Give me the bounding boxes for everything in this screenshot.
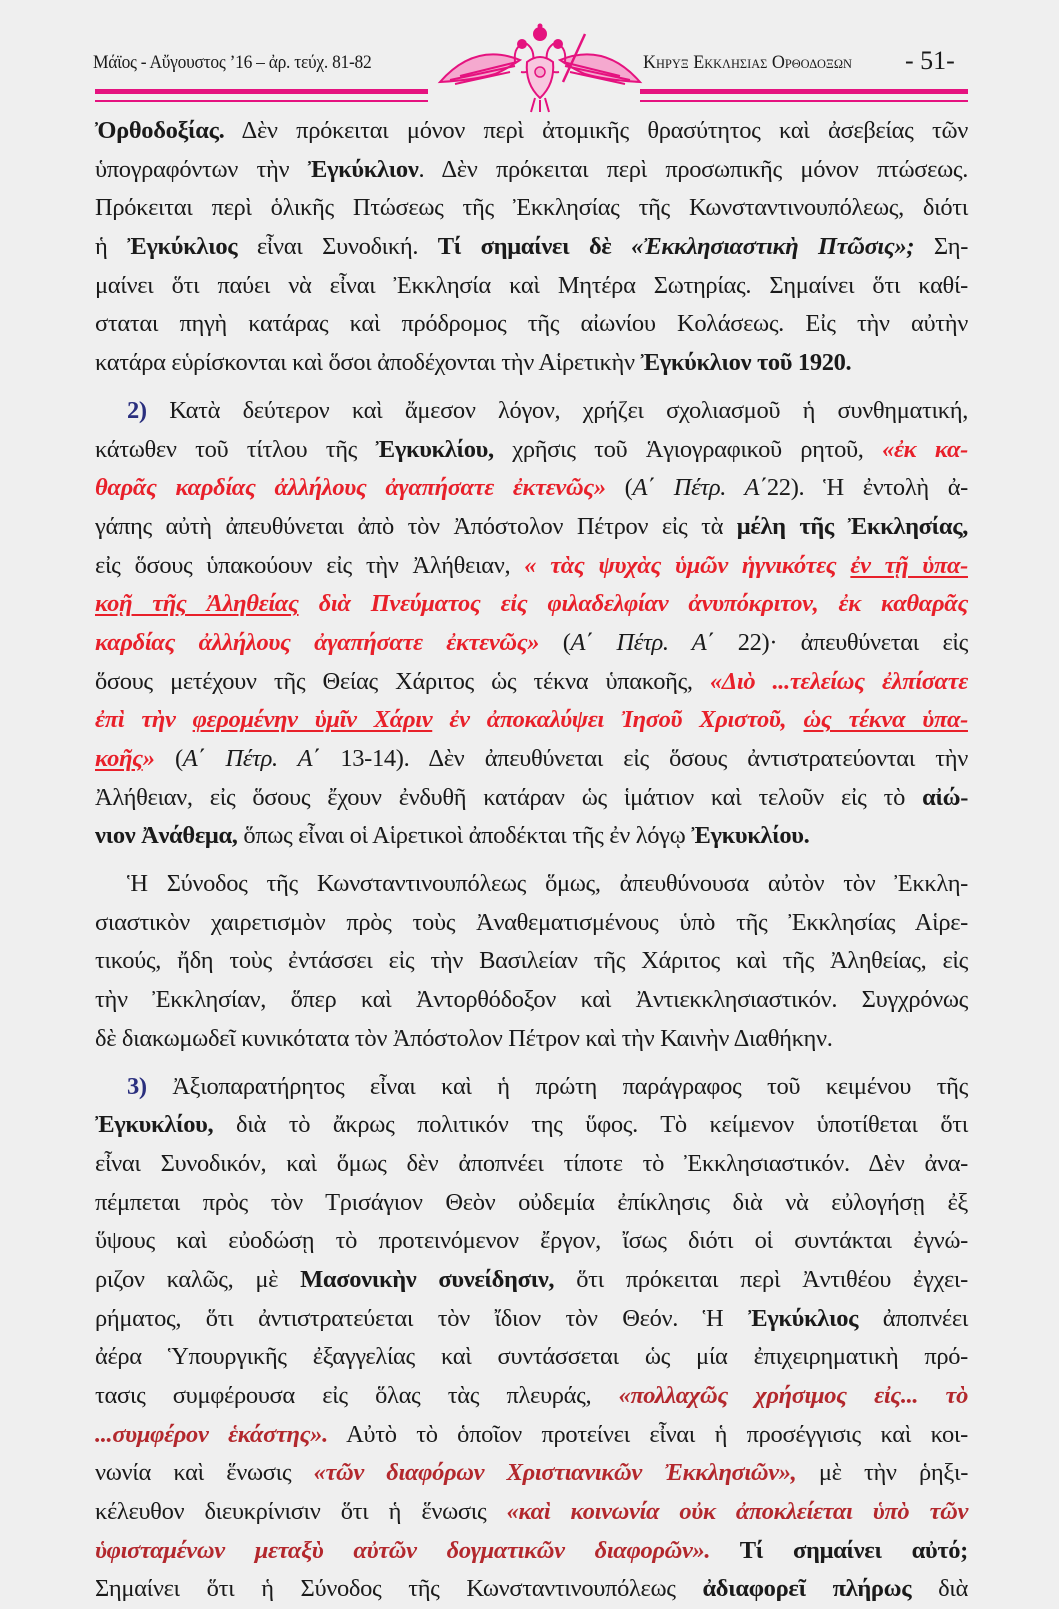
bold-term: Ἐγκυκλίου. bbox=[691, 822, 809, 849]
text-run: κέλευθον διευκρίνισιν ὅτι ἡ ἕνωσις bbox=[95, 1498, 507, 1525]
text-line: πέμπεται πρὸς τὸν Τρισάγιον Θεὸν οὐδεμία ἐπίκλησις διὰ νὰ εὐλογήσῃ ἐξ bbox=[95, 1184, 968, 1223]
text-line bbox=[95, 779, 968, 818]
scripture-quote-underlined: κοῇ τῆς Ἀληθείας bbox=[95, 590, 299, 617]
text-run: 13-14). Δὲν ἀπευθύνεται εἰς ὅσους ἀντιστρατεύονται τὴν bbox=[320, 745, 968, 772]
text-line bbox=[95, 1300, 968, 1339]
encyclical-quote: «τῶν διαφόρων Χριστιανικῶν Ἐκκλησιῶν», bbox=[314, 1459, 797, 1486]
text-run: Αὐτὸ τὸ ὁποῖον προτείνει εἶναι ἡ προσέγγισις καὶ κοι- bbox=[328, 1421, 968, 1448]
scripture-quote: ἐν ἀποκαλύψει Ἰησοῦ Χριστοῦ, bbox=[432, 706, 803, 733]
bold-term: Ἐγκύκλιον τοῦ 1920. bbox=[640, 349, 851, 376]
text-run: ὅπως εἶναι οἱ Αἱρετικοὶ ἀποδέκται τῆς ἐν λόγῳ bbox=[238, 822, 692, 849]
text-line: μαίνει ὅτι παύει νὰ εἶναι Ἐκκλησία καὶ Μητέρα Σωτηρίας. Σημαίνει ὅτι καθί- bbox=[95, 267, 968, 306]
scripture-quote: «Διὸ ...τελείως ἐλπίσατε bbox=[710, 668, 968, 695]
text-run: ριζον καλῶς, μὲ bbox=[95, 1266, 300, 1293]
header-rule-thin-left bbox=[95, 100, 428, 102]
bold-term: Ἐγκύκλιος bbox=[748, 1305, 858, 1332]
text-line: τὴν Ἐκκλησίαν, ὅπερ καὶ Ἀντορθόδοξον καὶ Ἀντιεκκλησιαστικόν. Συγχρόνως bbox=[95, 981, 968, 1020]
text-line bbox=[95, 1106, 968, 1145]
text-run: διὰ τὸ ἄκρως πολιτικόν της ὕφος. Τὸ κείμενον ὑποτίθεται ὅτι bbox=[213, 1111, 968, 1138]
text-line bbox=[95, 1416, 968, 1455]
bold-question: Τί σημαίνει δὲ bbox=[438, 233, 631, 260]
bold-term: ἀδιαφορεῖ πλήρως bbox=[702, 1575, 911, 1602]
text-run: ( bbox=[606, 474, 633, 501]
text-run: Σημαίνει ὅτι ἡ Σύνοδος τῆς Κωνσταντινουπόλεως bbox=[95, 1575, 702, 1602]
text-run: . Δὲν πρόκειται περὶ προσωπικῆς μόνον πτώσεως. bbox=[418, 156, 968, 183]
text-run: Ση- bbox=[914, 233, 968, 260]
text-line bbox=[95, 547, 968, 586]
text-run: Κατὰ δεύτερον καὶ ἄμεσον λόγον, χρήζει σχολιασμοῦ ἡ συνθηματική, bbox=[147, 397, 968, 424]
text-run: χρῆσις τοῦ Ἁγιογραφικοῦ ρητοῦ, bbox=[494, 436, 882, 463]
journal-title bbox=[643, 52, 852, 74]
issue-info: Μάϊος - Αὔγουστος ’16 – ἀρ. τεύχ. 81-82 bbox=[93, 52, 371, 74]
text-line: σταται πηγὴ κατάρας καὶ πρόδρομος τῆς αἰωνίου Κολάσεως. Εἰς τὴν αὐτὴν bbox=[95, 305, 968, 344]
scripture-quote: θαρᾶς καρδίας ἀλλήλους ἀγαπήσατε ἐκτενῶς» bbox=[95, 474, 606, 501]
text-line: ὕψους καὶ εὐοδώσῃ τὸ προτεινόμενον ἔργον, ἴσως διότι οἱ συντάκται ἐγνώ- bbox=[95, 1222, 968, 1261]
text-line: σιαστικὸν χαιρετισμὸν πρὸς τοὺς Ἀναθεματισμένους ὑπὸ τῆς Ἐκκλησίας Αἱρε- bbox=[95, 904, 968, 943]
text-run: Ἀλήθειαν, εἰς ὅσους ἔχουν ἐνδυθῆ κατάραν ὡς ἱμάτιον καὶ τελοῦν εἰς τὸ bbox=[95, 784, 922, 811]
text-line bbox=[95, 431, 968, 470]
text-run: γάπης αὐτὴ ἀπευθύνεται ἀπὸ τὸν Ἀπόστολον Πέτρον εἰς τὰ bbox=[95, 513, 737, 540]
paragraph-4 bbox=[95, 1068, 968, 1609]
article-body bbox=[95, 112, 968, 1609]
text-run: ἀποπνέει bbox=[858, 1305, 968, 1332]
text-run: εἶναι Συνοδική. bbox=[237, 233, 438, 260]
text-line bbox=[95, 508, 968, 547]
encyclical-quote: ὑφισταμένων μεταξὺ αὐτῶν δογματικῶν διαφορῶν». bbox=[95, 1537, 710, 1564]
journal-name: Κηρυξ Εκκλησιας Ορθοδοξων bbox=[643, 52, 852, 73]
scripture-reference: Α΄ Πέτρ. Α΄ bbox=[183, 745, 320, 772]
text-run: διὰ bbox=[911, 1575, 968, 1602]
text-line bbox=[95, 228, 968, 267]
text-line: ἀέρα Ὑπουργικῆς ἐξαγγελίας καὶ συντάσσεται ὡς μία ἐπιχειρηματικὴ πρό- bbox=[95, 1338, 968, 1377]
scripture-quote-underlined: κοῆς bbox=[95, 745, 143, 772]
text-run: 22). Ἡ ἐντολὴ ἀ- bbox=[767, 474, 968, 501]
scripture-quote: «ἐκ κα- bbox=[882, 436, 968, 463]
scripture-reference: Α΄ Πέτρ. Α΄ bbox=[632, 474, 766, 501]
text-line bbox=[95, 1532, 968, 1571]
bold-italic-quote: «Ἐκκλησιαστικὴ Πτῶσις»; bbox=[631, 233, 914, 260]
text-line bbox=[95, 112, 968, 151]
text-run: ὅσους μετέχουν τῆς Θείας Χάριτος ὡς τέκνα ὑπακοῆς, bbox=[95, 668, 710, 695]
text-line bbox=[95, 392, 968, 431]
text-run: Δὲν πρόκειται μόνον περὶ ἀτομικῆς θρασύτητος καὶ ἀσεβείας τῶν bbox=[224, 117, 968, 144]
text-line: Ἡ Σύνοδος τῆς Κωνσταντινουπόλεως ὅμως, ἀπευθύνουσα αὐτὸν τὸν Ἐκκλη- bbox=[95, 865, 968, 904]
text-line bbox=[95, 469, 968, 508]
paragraph-2 bbox=[95, 392, 968, 856]
text-run: ὅτι πρόκειται περὶ Ἀντιθέου ἐγχει- bbox=[554, 1266, 968, 1293]
text-line: Πρόκειται περὶ ὁλικῆς Πτώσεως τῆς Ἐκκλησίας τῆς Κωνσταντινουπόλεως, διότι bbox=[95, 189, 968, 228]
encyclical-quote: «καὶ κοινωνία οὐκ ἀποκλείεται ὑπὸ τῶν bbox=[507, 1498, 968, 1525]
paragraph-1 bbox=[95, 112, 968, 383]
text-run: κάτωθεν τοῦ τίτλου τῆς bbox=[95, 436, 376, 463]
bold-term: αἰώ- bbox=[922, 784, 968, 811]
bold-question: Τί σημαίνει αὐτό; bbox=[710, 1537, 968, 1564]
text-line bbox=[95, 1493, 968, 1532]
text-line bbox=[95, 1377, 968, 1416]
scripture-quote: καρδίας ἀλλήλους ἀγαπήσατε ἐκτενῶς» bbox=[95, 629, 539, 656]
bold-term: Μασονικὴν συνείδησιν, bbox=[300, 1266, 554, 1293]
text-run: ( bbox=[155, 745, 183, 772]
scripture-quote: « τὰς ψυχὰς ὑμῶν ἡγνικότες bbox=[524, 552, 850, 579]
text-run: μὲ τὴν ῥηξι- bbox=[796, 1459, 968, 1486]
text-line bbox=[95, 1261, 968, 1300]
double-headed-eagle-icon bbox=[435, 22, 645, 114]
text-run: νωνία καὶ ἕνωσις bbox=[95, 1459, 314, 1486]
text-line bbox=[95, 151, 968, 190]
text-line bbox=[95, 585, 968, 624]
bold-term: Ἐγκυκλίου, bbox=[376, 436, 494, 463]
bold-term: Ἐγκύκλιος bbox=[127, 233, 237, 260]
scripture-quote: ἐπὶ τὴν bbox=[95, 706, 193, 733]
text-run: ὑπογραφόντων τὴν bbox=[95, 156, 308, 183]
text-line: δὲ διακωμωδεῖ κυνικότατα τὸν Ἀπόστολον Πέτρον καὶ τὴν Καινὴν Διαθήκην. bbox=[95, 1020, 968, 1059]
text-line: τικούς, ἤδη τοὺς ἐντάσσει εἰς τὴν Βασιλείαν τῆς Χάριτος καὶ τῆς Ἀληθείας, εἰς bbox=[95, 942, 968, 981]
scripture-quote-underlined: ἐν τῇ ὑπα- bbox=[850, 552, 968, 579]
bold-term: μέλη τῆς Ἐκκλησίας, bbox=[737, 513, 968, 540]
text-line bbox=[95, 1068, 968, 1107]
scripture-quote: διὰ Πνεύματος εἰς φιλαδελφίαν ἀνυπόκριτον, ἐκ καθαρᾶς bbox=[299, 590, 968, 617]
scripture-reference: Α΄ Πέτρ. Α΄ bbox=[571, 629, 715, 656]
text-line bbox=[95, 663, 968, 702]
header-rule-thick-left bbox=[95, 89, 428, 94]
text-line bbox=[95, 740, 968, 779]
text-run: ἡ bbox=[95, 233, 127, 260]
text-run: ( bbox=[539, 629, 570, 656]
header-rule-thick-right bbox=[640, 89, 968, 94]
text-run: 22)· ἀπευθύνεται εἰς bbox=[714, 629, 968, 656]
page-number: - 51- bbox=[905, 46, 955, 76]
text-line bbox=[95, 344, 968, 383]
bold-term: Ἐγκυκλίου, bbox=[95, 1111, 213, 1138]
scripture-quote-underlined: φερομένην ὑμῖν Χάριν bbox=[193, 706, 433, 733]
bold-term: νιον Ἀνάθεμα, bbox=[95, 822, 238, 849]
text-run: Ἀξιοπαρατήρητος εἶναι καὶ ἡ πρώτη παράγραφος τοῦ κειμένου τῆς bbox=[147, 1073, 968, 1100]
text-run: εἰς ὅσους ὑπακούουν εἰς τὴν Ἀλήθειαν, bbox=[95, 552, 524, 579]
text-run: κατάρα εὑρίσκονται καὶ ὅσοι ἀποδέχονται τὴν Αἱρετικὴν bbox=[95, 349, 640, 376]
paragraph-3 bbox=[95, 865, 968, 1058]
bold-term: Ἐγκύκλιον bbox=[308, 156, 419, 183]
scripture-quote-underlined: ὡς τέκνα ὑπα- bbox=[803, 706, 968, 733]
header-rule-thin-right bbox=[640, 100, 968, 102]
encyclical-quote: «πολλαχῶς χρήσιμος εἰς... τὸ bbox=[619, 1382, 968, 1409]
text-line bbox=[95, 1454, 968, 1493]
section-number: 2) bbox=[127, 397, 147, 424]
text-line bbox=[95, 1570, 968, 1609]
text-line bbox=[95, 701, 968, 740]
encyclical-quote: ...συμφέρον ἑκάστης». bbox=[95, 1421, 328, 1448]
text-line: εἶναι Συνοδικόν, καὶ ὅμως δὲν ἀποπνέει τίποτε τὸ Ἐκκλησιαστικόν. Δὲν ἀνα- bbox=[95, 1145, 968, 1184]
text-run: ρήματος, ὅτι ἀντιστρατεύεται τὸν ἴδιον τὸν Θεόν. Ἡ bbox=[95, 1305, 748, 1332]
scripture-quote: » bbox=[143, 745, 155, 772]
text-line bbox=[95, 624, 968, 663]
text-run: τασις συμφέρουσα εἰς ὅλας τὰς πλευράς, bbox=[95, 1382, 619, 1409]
bold-term: Ὀρθοδοξίας. bbox=[95, 117, 224, 144]
text-line bbox=[95, 817, 968, 856]
section-number: 3) bbox=[127, 1073, 147, 1100]
